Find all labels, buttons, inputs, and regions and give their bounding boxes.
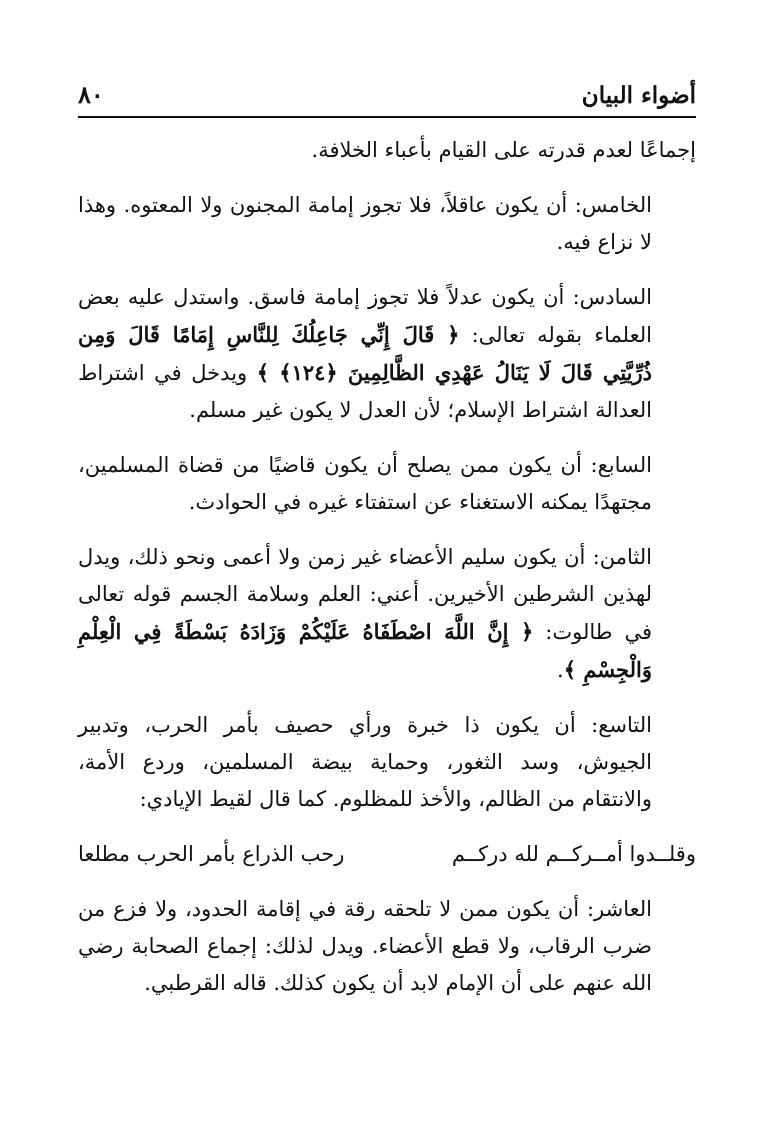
quran-verse: ﴿ قَالَ إِنِّي جَاعِلُكَ لِلنَّاسِ إِمَامًا قَالَ وَمِن ذُرِّيَّتِي قَالَ لَا يَنَالُ عَهْدِي الظَّالِمِينَ ﴿١٢٤﴾ ﴾	[78, 322, 652, 385]
quran-verse: ﴿ إِنَّ اللَّهَ اصْطَفَاهُ عَلَيْكُمْ وَزَادَهُ بَسْطَةً فِي الْعِلْمِ وَالْجِسْمِ ﴾	[78, 619, 652, 682]
paragraph-text: الثامن: أن يكون سليم الأعضاء غير زمن ولا أعمى ونحو ذلك، ويدل لهذين الشرطين الأخيرين. أعني: العلم وسلامة الجسم قوله تعالى في طالوت:	[78, 545, 652, 644]
book-title: أضواء البيان	[581, 82, 696, 109]
verse-first-hemistich: وقلــدوا أمــركــم لله دركــم	[451, 842, 696, 866]
paragraph-1	[78, 132, 696, 169]
paragraph-fifth-condition	[78, 187, 696, 261]
paragraph-text: التاسع: أن يكون ذا خبرة ورأي حصيف بأمر الحرب، وتدبير الجيوش، وسد الثغور، وحماية بيضة المسلمين، وردع الأمة، والانتقام من الظالم، والأخذ للمظلوم. كما قال لقيط الإيادي:	[78, 713, 652, 811]
paragraph-text: ويدخل في اشتراط العدالة اشتراط الإسلام؛ لأن العدل لا يكون غير مسلم.	[78, 361, 652, 422]
paragraph-text: السابع: أن يكون ممن يصلح أن يكون قاضيًا من قضاة المسلمين، مجتهدًا يمكنه الاستغناء عن استفتاء غيره في الحوادث.	[78, 453, 652, 514]
paragraph-text: العاشر: أن يكون ممن لا تلحقه رقة في إقامة الحدود، ولا فزع من ضرب الرقاب، ولا قطع الأعضاء. ويدل لذلك: إجماع الصحابة رضي الله عنهم على أن الإمام لابد أن يكون كذلك. قاله القرطبي.	[78, 897, 652, 995]
poetry-verse	[78, 836, 696, 873]
paragraph-tenth-condition	[78, 891, 696, 1002]
paragraph-eighth-condition	[78, 539, 696, 689]
paragraph-ninth-condition	[78, 707, 696, 818]
page-body	[78, 132, 696, 1020]
verse-second-hemistich: رحب الذراع بأمر الحرب مطلعا	[78, 842, 345, 866]
paragraph-text: الخامس: أن يكون عاقلاً، فلا تجوز إمامة المجنون ولا المعتوه. وهذا لا نزاع فيه.	[78, 193, 652, 254]
paragraph-sixth-condition	[78, 279, 696, 429]
paragraph-text: .	[557, 658, 564, 682]
paragraph-seventh-condition	[78, 447, 696, 521]
page-number: ٨٠	[78, 80, 104, 109]
page-header	[78, 76, 696, 118]
paragraph-text: إجماعًا لعدم قدرته على القيام بأعباء الخلافة.	[311, 138, 696, 162]
paragraph-text: السادس: أن يكون عدلاً فلا تجوز إمامة فاسق. واستدل عليه بعض العلماء بقوله تعالى:	[78, 285, 652, 347]
